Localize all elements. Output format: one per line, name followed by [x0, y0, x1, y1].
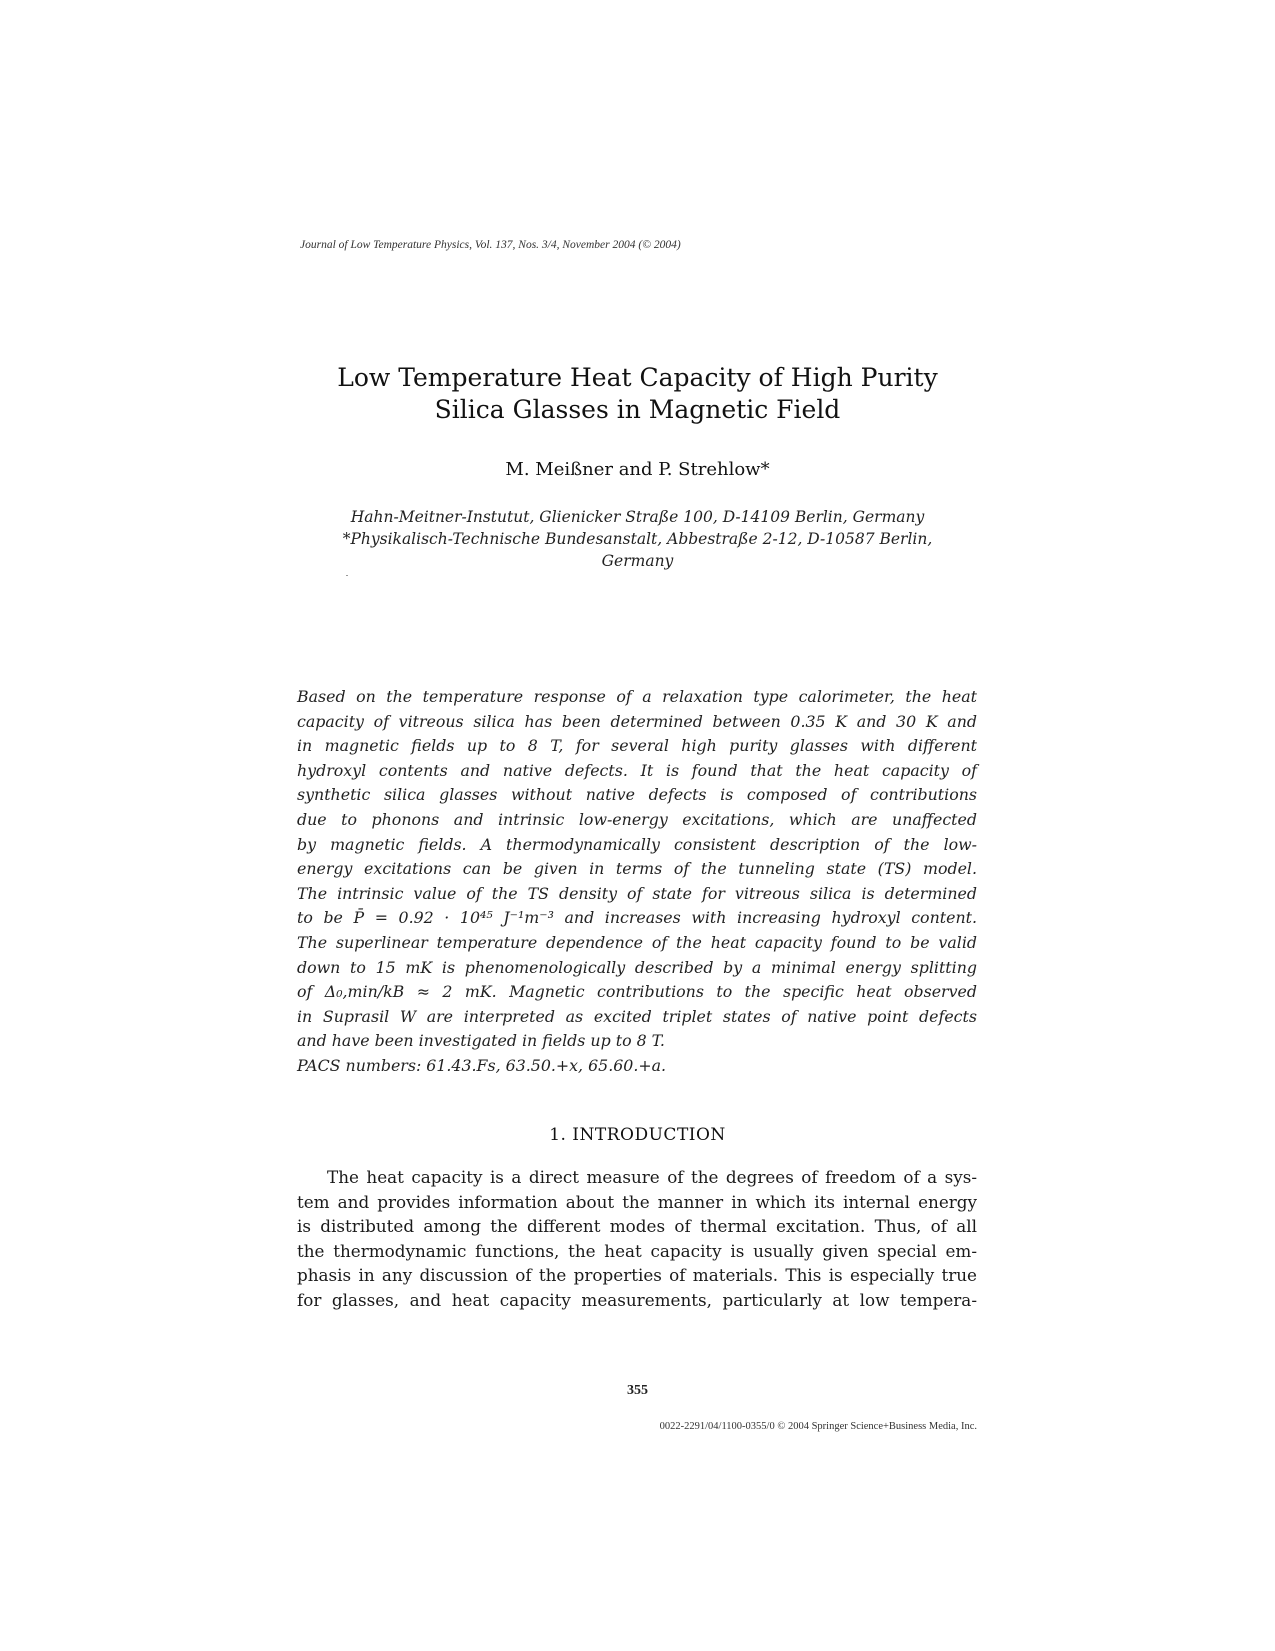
- pacs-numbers: PACS numbers: 61.43.Fs, 63.50.+x, 65.60.+a.: [297, 1055, 667, 1075]
- abstract-line: energy excitations can be given in terms of the tunneling state (TS) model.: [297, 859, 977, 879]
- intro-line: The heat capacity is a direct measure of the degrees of freedom of a sys-: [327, 1167, 977, 1187]
- abstract-line: capacity of vitreous silica has been determined between 0.35 K and 30 K and: [297, 711, 977, 731]
- copyright-line: 0022-2291/04/1100-0355/0 © 2004 Springer Science+Business Media, Inc.: [659, 1421, 977, 1432]
- journal-header: Journal of Low Temperature Physics, Vol. 137, Nos. 3/4, November 2004 (© 2004): [300, 239, 681, 251]
- scan-speck: [346, 575, 348, 576]
- abstract-line: synthetic silica glasses without native defects is composed of contributions: [297, 785, 977, 805]
- intro-line: the thermodynamic functions, the heat capacity is usually given special em-: [297, 1240, 977, 1261]
- paper-title: [0, 362, 1275, 426]
- abstract-line: in Suprasil W are interpreted as excited triplet states of native point defects: [297, 1006, 977, 1026]
- abstract-line: The superlinear temperature dependence of the heat capacity found to be valid: [297, 932, 977, 952]
- abstract-line: hydroxyl contents and native defects. It is found that the heat capacity of: [297, 760, 977, 780]
- intro-line: phasis in any discussion of the properties of materials. This is especially true: [297, 1265, 977, 1286]
- abstract-line: Based on the temperature response of a relaxation type calorimeter, the heat: [297, 687, 977, 706]
- abstract-line: down to 15 mK is phenomenologically described by a minimal energy splitting: [297, 957, 977, 977]
- affiliation-line-3: Germany: [601, 552, 674, 570]
- title-line-1: Low Temperature Heat Capacity of High Purity: [337, 363, 938, 392]
- affiliation-line-1: Hahn-Meitner-Instutut, Glienicker Straße 100, D-14109 Berlin, Germany: [350, 508, 925, 526]
- intro-line: is distributed among the different modes of thermal excitation. Thus, of all: [297, 1216, 977, 1237]
- abstract-line: due to phonons and intrinsic low-energy excitations, which are unaffected: [297, 809, 977, 829]
- abstract: [297, 685, 977, 1079]
- introduction-text: [297, 1165, 977, 1313]
- affiliations: [0, 506, 1275, 572]
- page-number: 355: [627, 1383, 648, 1398]
- abstract-line: by magnetic fields. A thermodynamically consistent description of the low-: [297, 834, 977, 854]
- intro-line: tem and provides information about the manner in which its internal energy: [297, 1191, 977, 1212]
- title-line-2: Silica Glasses in Magnetic Field: [434, 395, 841, 424]
- abstract-line: and have been investigated in fields up to 8 T.: [297, 1031, 665, 1051]
- abstract-line: to be P̄ = 0.92 · 10⁴⁵ J⁻¹m⁻³ and increases with increasing hydroxyl content.: [297, 908, 977, 928]
- abstract-line: in magnetic fields up to 8 T, for several high purity glasses with different: [297, 736, 977, 756]
- abstract-line: of Δ₀,min/kB ≈ 2 mK. Magnetic contributions to the specific heat observed: [297, 982, 977, 1002]
- affiliation-line-2: *Physikalisch-Technische Bundesanstalt, Abbestraße 2-12, D-10587 Berlin,: [342, 530, 933, 548]
- authors: M. Meißner and P. Strehlow*: [505, 459, 770, 480]
- intro-line: for glasses, and heat capacity measurements, particularly at low tempera-: [297, 1289, 977, 1310]
- section-heading: 1. INTRODUCTION: [549, 1125, 726, 1145]
- abstract-line: The intrinsic value of the TS density of state for vitreous silica is determined: [297, 883, 977, 903]
